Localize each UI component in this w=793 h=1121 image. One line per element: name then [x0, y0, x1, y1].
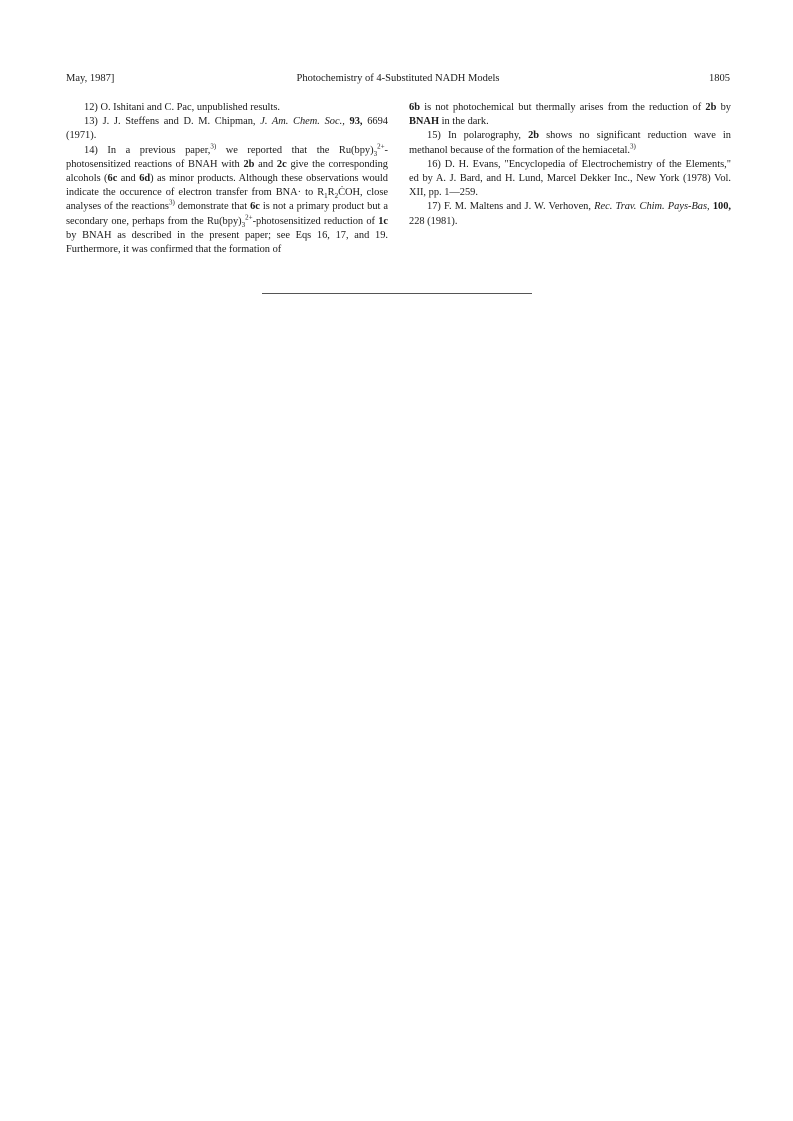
subscript: 3: [373, 149, 378, 158]
note-16: [409, 158, 731, 201]
left-column: [66, 101, 388, 257]
reference-marker: 3): [168, 198, 175, 207]
compound-label: 6b: [409, 102, 420, 113]
note-text: and: [254, 158, 277, 170]
note-text: -photosensitized reactions of BNAH with: [66, 144, 388, 170]
note-pages: 228 (1981).: [409, 215, 458, 227]
compound-label: BNAH: [409, 116, 440, 128]
subscript: 3: [241, 220, 246, 229]
note-text: and: [117, 173, 140, 185]
superscript: 2+: [377, 142, 385, 151]
note-12: [66, 101, 388, 115]
note-journal: Rec. Trav. Chim. Pays-Bas,: [594, 201, 710, 213]
note-text: by: [716, 102, 731, 113]
compound-label: 1c: [378, 215, 388, 227]
note-15: [409, 129, 731, 157]
subscript: 1: [324, 192, 328, 201]
compound-label: 2b: [705, 102, 717, 113]
note-text: we reported that the Ru(bpy): [216, 144, 374, 156]
note-14-continued: [409, 101, 731, 129]
note-13: [66, 115, 388, 143]
note-text: -photosensitized reduction of: [252, 215, 379, 227]
header-title: Photochemistry of 4-Substituted NADH Models: [296, 73, 500, 84]
note-14: [66, 144, 388, 258]
note-number: 14): [84, 144, 98, 156]
right-column: [409, 101, 731, 229]
running-header: [66, 73, 730, 87]
page-number: 1805: [709, 73, 730, 84]
note-text: in the dark.: [439, 116, 489, 128]
note-text: In polarography,: [447, 130, 529, 142]
note-authors: F. M. Maltens and J. W. Verhoven,: [444, 201, 591, 213]
reference-marker: 3): [210, 142, 217, 151]
note-number: 16): [427, 158, 441, 170]
end-rule: [262, 293, 532, 294]
note-text: O. Ishitani and C. Pac, unpublished results.: [100, 102, 280, 113]
compound-label: 6c: [250, 201, 260, 213]
note-number: 17): [427, 201, 441, 213]
note-text: is not a primary product but a secondary one, perhaps from the Ru(bpy): [66, 201, 388, 227]
note-text: R: [327, 187, 335, 199]
note-text: D. H. Evans, "Encyclopedia of Electrochemistry of the Elements," ed by A. J. Bard, and H. Lund, Marcel Dekker Inc., New York (1978) Vol. XII, pp. 1—259.: [409, 158, 731, 199]
compound-label: 2b: [528, 130, 540, 142]
reference-marker: 3): [630, 142, 636, 151]
note-volume: 100,: [712, 201, 731, 213]
note-journal: J. Am. Chem. Soc.,: [260, 116, 345, 128]
note-text: ) as minor products. Although these observations would indicate the occurence of electron transfer from BNA· to R: [66, 173, 388, 199]
compound-label: 6d: [139, 173, 151, 185]
note-text: demonstrate that: [174, 201, 251, 213]
note-text: is not photochemical but thermally arises from the reduction of: [419, 102, 706, 113]
note-number: 12): [84, 102, 98, 113]
note-text: give the corresponding alcohols (: [66, 158, 388, 185]
compound-label: 2c: [276, 158, 287, 170]
header-date: May, 1987]: [66, 73, 115, 84]
superscript: 2+: [245, 213, 253, 222]
compound-label: 2b: [243, 158, 255, 170]
note-text: ĊOH, close analyses of the reactions: [66, 187, 388, 213]
note-number: 13): [84, 116, 98, 128]
note-text: In a previous paper,: [107, 144, 211, 156]
compound-label: 6c: [107, 173, 118, 185]
note-text: shows no significant reduction wave in methanol because of the formation of the hemiacetal.: [409, 130, 731, 156]
note-pages: 6694 (1971).: [66, 116, 388, 142]
subscript: 2: [334, 192, 339, 201]
note-text: by BNAH as described in the present paper; see Eqs 16, 17, and 19. Furthermore, it was confirmed that the formation of: [66, 229, 388, 256]
note-number: 15): [427, 130, 441, 142]
note-authors: J. J. Steffens and D. M. Chipman,: [102, 116, 256, 128]
note-17: [409, 200, 731, 228]
note-volume: 93,: [349, 116, 363, 128]
